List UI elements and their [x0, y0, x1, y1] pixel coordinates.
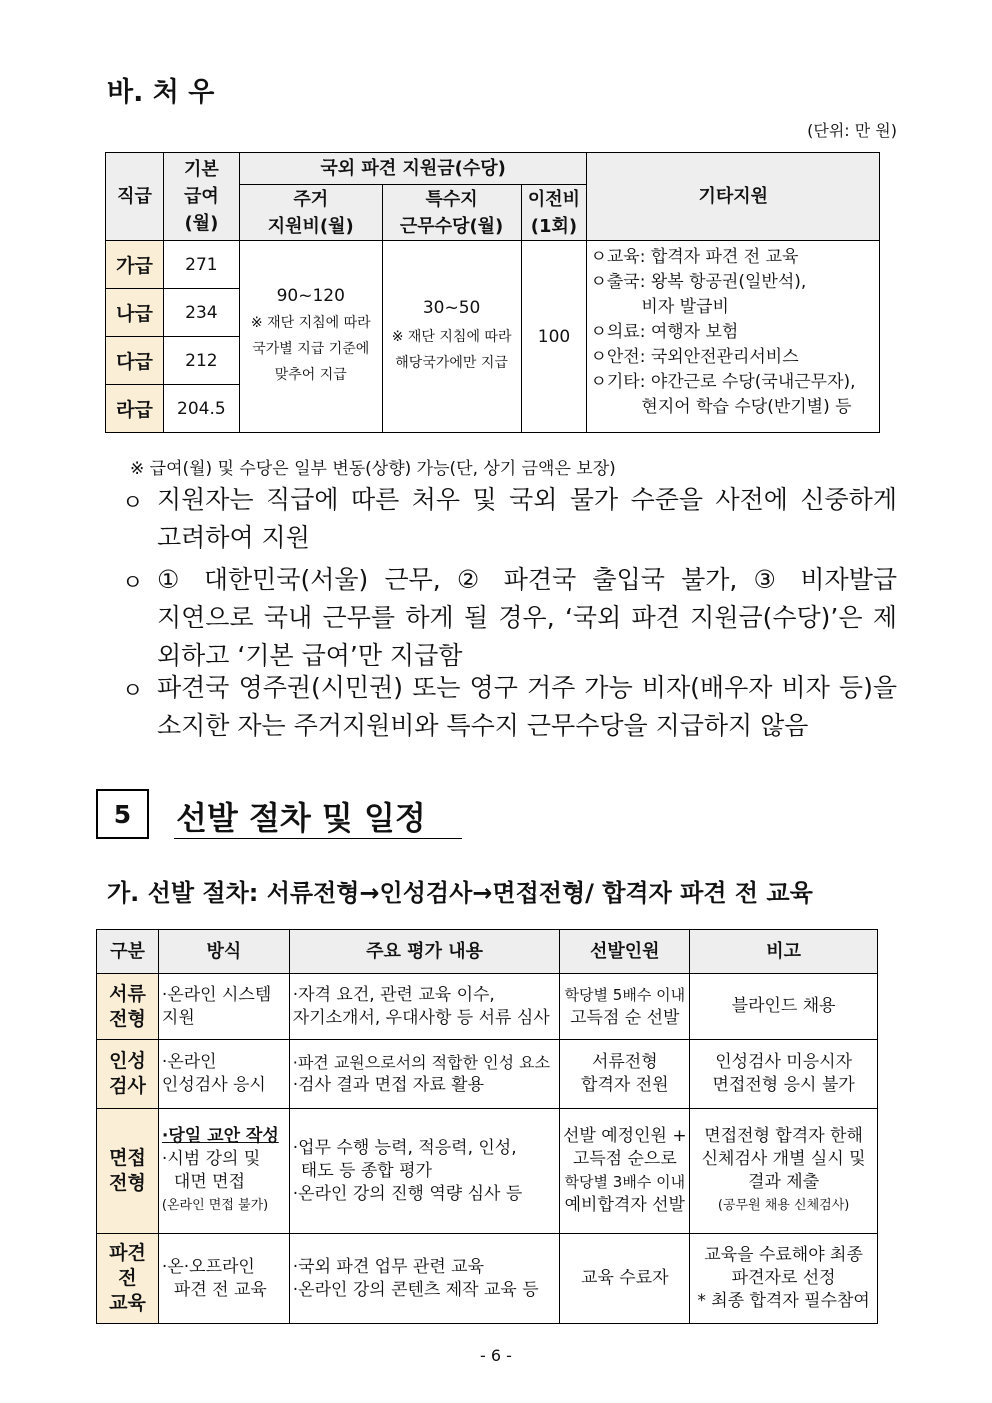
grade-cell: 나급	[106, 289, 164, 337]
housing-cell: 90~120 ※ 재단 지침에 따라 국가별 지급 기준에 맞추어 지급	[239, 241, 382, 433]
selection-process-title: 가. 선발 절차: 서류전형→인성검사→면접전형/ 합격자 파견 전 교육	[107, 879, 813, 907]
content-cell: ·파견 교원으로서의 적합한 인성 요소 ·검사 결과 면접 자료 활용	[289, 1040, 560, 1109]
header-content: 주요 평가 내용	[289, 930, 560, 974]
count-cell: 교육 수료자	[560, 1234, 690, 1324]
header-relocation: 이전비 (1회)	[521, 185, 587, 241]
relocation-cell: 100	[521, 241, 587, 433]
content-cell: ·자격 요건, 관련 교육 이수, 자기소개서, 우대사항 등 서류 심사	[289, 974, 560, 1040]
section-title: 선발 절차 및 일정	[176, 799, 426, 837]
page-number: - 6 -	[480, 1346, 512, 1365]
compensation-table	[105, 152, 880, 433]
content-cell: ·국외 파견 업무 관련 교육 ·온라인 강의 콘텐츠 제작 교육 등	[289, 1234, 560, 1324]
base-pay-cell: 234	[163, 289, 239, 337]
table-row	[97, 1234, 878, 1324]
bullet-paragraph: ① 대한민국(서울) 근무, ② 파견국 출입국 불가, ③ 비자발급 지연으로 국내 근무를 하게 될 경우, ‘국외 파견 지원금(수당)’은 제 외하고 ‘기본 급여’만 지급함	[157, 565, 897, 670]
grade-cell: 가급	[106, 241, 164, 289]
unit-label: (단위: 만 원)	[807, 121, 897, 140]
bullet-mark: ㅇ	[122, 491, 144, 516]
header-method: 방식	[158, 930, 289, 974]
header-overseas-allowance: 국외 파견 지원금(수당)	[239, 153, 587, 185]
section-title-ba: 바. 처 우	[107, 77, 215, 108]
header-remark: 비고	[690, 930, 878, 974]
bullet-paragraph: 파견국 영주권(시민권) 또는 영구 거주 가능 비자(배우자 비자 등)을 소지한 자는 주거지원비와 특수지 근무수당을 지급하지 않음	[157, 673, 897, 740]
header-other-support: 기타지원	[587, 153, 880, 241]
category-cell: 면접 전형	[97, 1109, 159, 1234]
header-count: 선발인원	[560, 930, 690, 974]
method-cell: ·온라인 시스템 지원	[158, 974, 289, 1040]
salary-note: ※ 급여(월) 및 수당은 일부 변동(상향) 가능(단, 상기 금액은 보장)	[130, 459, 616, 479]
method-cell: ·온라인 인성검사 응시	[158, 1040, 289, 1109]
header-special: 특수지 근무수당(월)	[382, 185, 521, 241]
count-cell: 서류전형 합격자 전원	[560, 1040, 690, 1109]
table-row	[97, 974, 878, 1040]
base-pay-cell: 271	[163, 241, 239, 289]
base-pay-cell: 204.5	[163, 385, 239, 433]
remark-cell: 교육을 수료해야 최종 파견자로 선정 * 최종 합격자 필수참여	[690, 1234, 878, 1324]
method-cell: ·당일 교안 작성 ·시범 강의 및 대면 면접 (온라인 면접 불가)	[158, 1109, 289, 1234]
special-cell: 30~50 ※ 재단 지침에 따라 해당국가에만 지급	[382, 241, 521, 433]
table-row	[97, 1040, 878, 1109]
header-grade: 직급	[106, 153, 164, 241]
header-housing: 주거 지원비(월)	[239, 185, 382, 241]
bullet-mark: ㅇ	[122, 571, 144, 596]
grade-cell: 다급	[106, 337, 164, 385]
remark-cell: 면접전형 합격자 한해 신체검사 개별 실시 및 결과 제출 (공무원 채용 신체검사)	[690, 1109, 878, 1234]
category-cell: 파견 전 교육	[97, 1234, 159, 1324]
method-cell: ·온·오프라인 파견 전 교육	[158, 1234, 289, 1324]
count-cell: 학당별 5배수 이내 고득점 순 선발	[560, 974, 690, 1040]
base-pay-cell: 212	[163, 337, 239, 385]
grade-cell: 라급	[106, 385, 164, 433]
table-row	[97, 1109, 878, 1234]
bullet-mark: ㅇ	[122, 679, 144, 704]
remark-cell: 인성검사 미응시자 면접전형 응시 불가	[690, 1040, 878, 1109]
count-cell: 선발 예정인원 + 고득점 순으로 학당별 3배수 이내 예비합격자 선발	[560, 1109, 690, 1234]
remark-cell: 블라인드 채용	[690, 974, 878, 1040]
section-number: 5	[113, 799, 132, 829]
category-cell: 서류 전형	[97, 974, 159, 1040]
other-support-cell: ㅇ교육: 합격자 파견 전 교육 ㅇ출국: 왕복 항공권(일반석), 비자 발급비 ㅇ의료: 여행자 보험 ㅇ안전: 국외안전관리서비스 ㅇ기타: 야간근로 수당(국내근무자), 현지어 학습 수당(반기별) 등	[587, 241, 880, 433]
content-cell: ·업무 수행 능력, 적응력, 인성, 태도 등 종합 평가 ·온라인 강의 진행 역량 심사 등	[289, 1109, 560, 1234]
selection-process-table	[96, 929, 878, 1324]
header-category: 구분	[97, 930, 159, 974]
bullet-paragraph: 지원자는 직급에 따른 처우 및 국외 물가 수준을 사전에 신중하게 고려하여 지원	[157, 485, 897, 552]
header-base-pay: 기본 급여 (월)	[163, 153, 239, 241]
section-number-box	[96, 789, 149, 839]
section-title-underline	[174, 838, 462, 839]
category-cell: 인성 검사	[97, 1040, 159, 1109]
